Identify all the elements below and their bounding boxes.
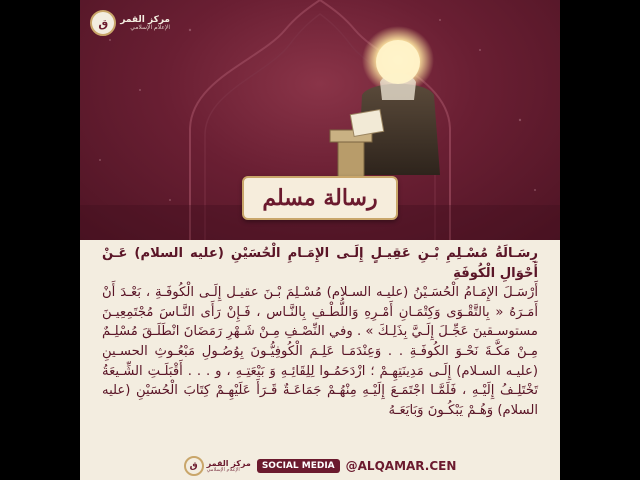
footer-logo-icon: ق <box>184 456 204 476</box>
brand-tagline: الإعلام الإسلامي <box>130 23 170 31</box>
brand-logo-icon: ق <box>90 10 116 36</box>
brand-logo-top <box>90 10 170 36</box>
title-banner <box>242 176 398 220</box>
page-title: رسالة مسلم <box>262 185 378 211</box>
post-card <box>80 0 560 480</box>
article-body <box>102 244 538 420</box>
article-paragraph: أَرْسَـلَ الإِمَـامُ الْحُسَـيْنُ (عليـه السـلام) مُسْـلِمَ بْـنَ عقيـل إِلَـى الْكُوفَـةِ ، بَعْـدَ أَنْ أَمَـرَهُ « بِالتَّقْـوَى وَكِتْمَـانِ أَمْـرِهِ وَاللُّطْـفِ بِالنَّـاس ، فَـإِنْ رَأَى النَّـاسَ مُجْتَمِعِيـنَ مستوسـقينَ عَجِّـلَ إِلَـيَّ بِذَلِـكَ » . وفي النِّصْـفِ مِـنْ شَـهْرِ رَمَضَانَ انْطَلَـقَ مُسْلِـمٌ مِـنْ مَكَّـةَ نَحْـوَ الكُوفَـةِ . . وَعِنْدَمَـا عَلِـمَ الْكُوفِيُّـونَ بِوُصُـولِ مَبْعُـوثِ الحسـينِ (عليـه السـلام) إِلَـى مَدِينَتِهِـمْ ؛ ازْدَحَمُـوا لِلِقَائِـهِ وَ بَيْعَتِـهِ ، و . . . أَقْبَلَـتِ الشِّـيعَةُ تَخْتَلِـفُ إِلَيْـهِ ، فَلَمَّـا اجْتَمَـعَ إِلَيْـهِ مِنْهُـمْ جَمَاعَـةٌ قَـرَأَ عَلَيْهِـمْ كِتَابَ الْحُسَيْنِ (عليه السلام) وَهُـمْ يَبْكُـونَ وَبَايَعَـهُ <box>102 285 538 418</box>
social-media-badge: SOCIAL MEDIA <box>257 459 340 473</box>
article-lead: رِسَـالَةُ مُسْـلِمِ بْـنِ عَقِيـلٍ إِلَـى الإِمَـامِ الْحُسَيْنِ (عليه السلام) عَـنْ أَحْوَالِ الْكُوفَةِ <box>102 246 538 281</box>
footer-brand-name: مركز القمر <box>206 458 251 468</box>
brand-logo-footer <box>184 456 251 476</box>
footer-bar <box>80 452 560 480</box>
social-handle[interactable]: @ALQAMAR.CEN <box>345 459 457 473</box>
footer-brand-tagline: الإعلام الإسلامي <box>206 466 240 473</box>
brand-name: مركز القمر <box>120 14 170 25</box>
